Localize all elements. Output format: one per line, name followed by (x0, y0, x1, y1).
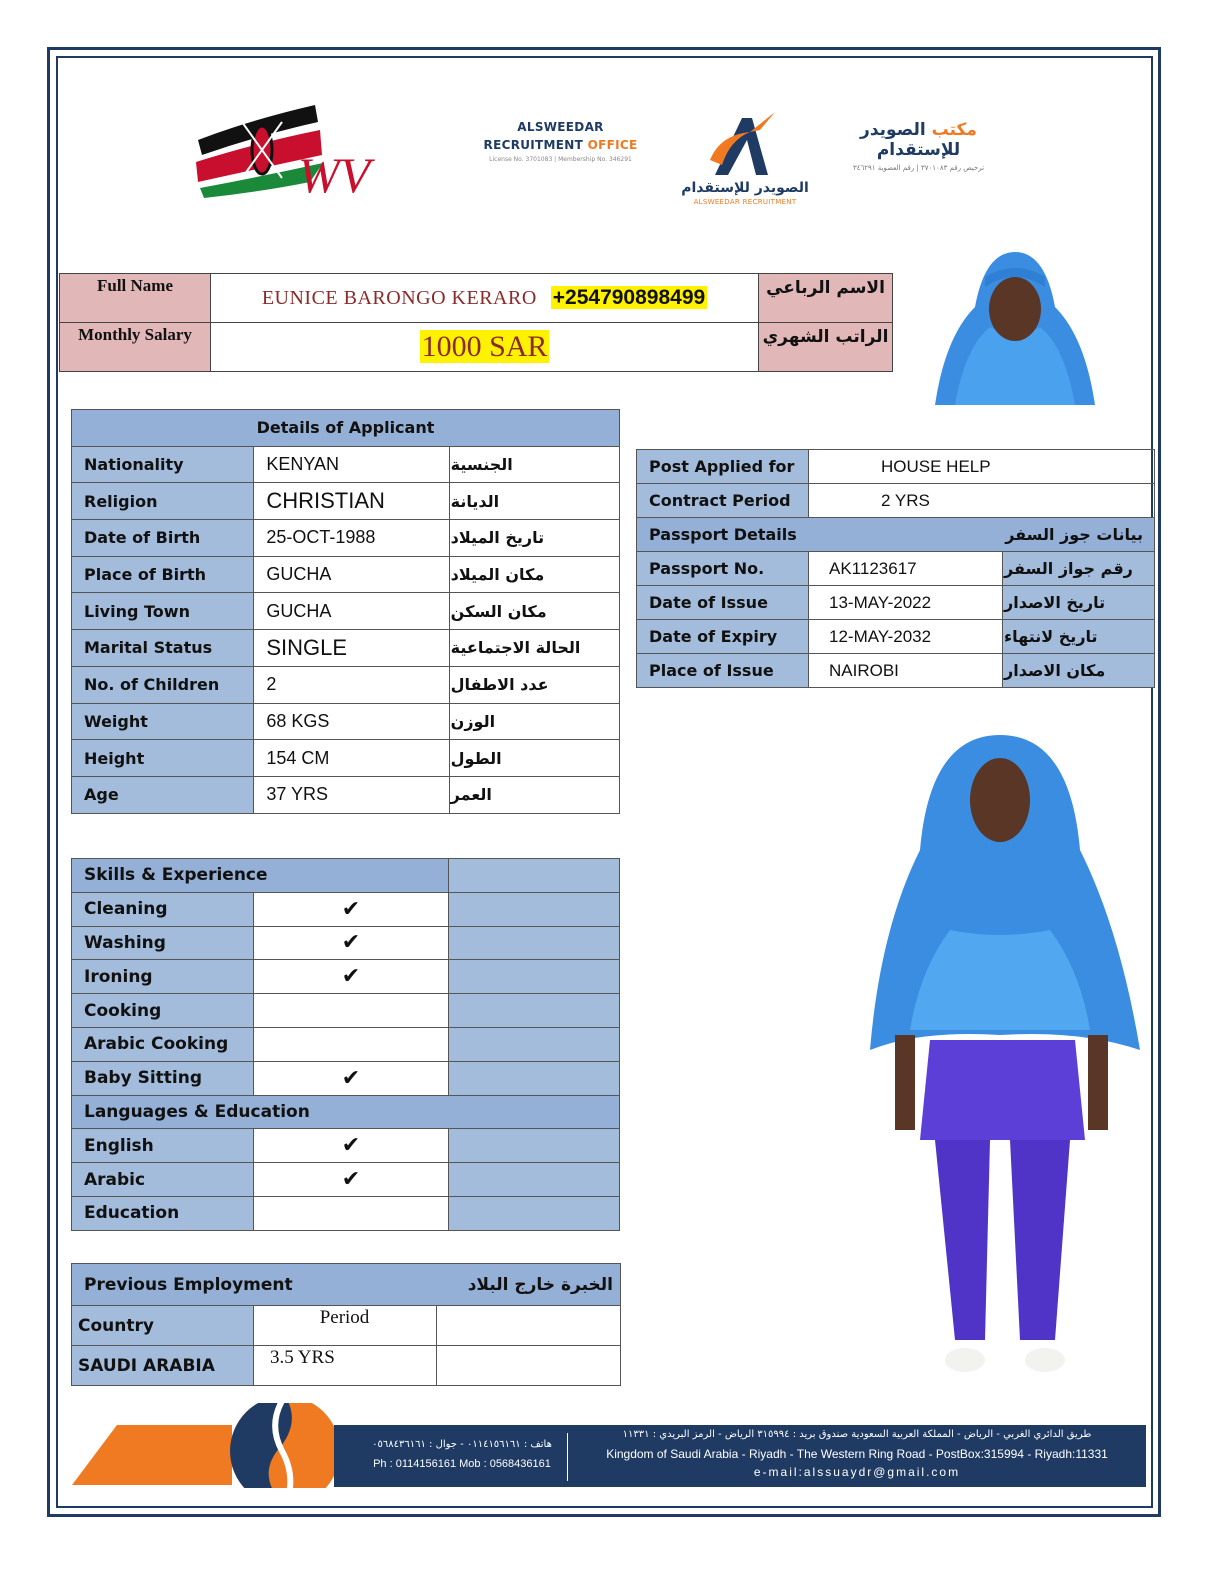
alsweedar-a-logo (680, 110, 810, 215)
skill-blank (449, 926, 620, 960)
salary-label-ar: الراتب الشهري (759, 323, 893, 372)
children-label: No. of Children (72, 666, 254, 703)
issue-place-label: Place of Issue (637, 654, 809, 688)
footer-email: e-mail:alssuaydr@gmail.com (753, 1465, 961, 1479)
skills-table (71, 858, 620, 1231)
table-row (72, 1196, 620, 1230)
skill-label: Washing (72, 926, 254, 960)
table-row (72, 446, 620, 483)
passport-no-label-ar: رقم جواز السفر (1003, 552, 1155, 586)
skill-check (254, 1027, 449, 1061)
a-logo-arabic: الصويدر للإستقدام (681, 180, 809, 196)
issue-place-value: NAIROBI (809, 654, 1003, 688)
full-name-value: EUNICE BARONGO KERARO (261, 287, 537, 309)
passport-section-title-ar: بيانات جوز السفر (1005, 525, 1143, 544)
expiry-date-label-ar: تاريخ لانتهاء (1003, 620, 1155, 654)
employment-title-ar: الخبرة خارج البلاد (467, 1274, 613, 1295)
issue-date-label: Date of Issue (637, 586, 809, 620)
footer-address: Kingdom of Saudi Arabia - Riyadh - The Western Ring Road - PostBox:315994 - Riyadh:11331 (606, 1447, 1108, 1461)
weight-label: Weight (72, 703, 254, 740)
footer-phone-ar: هاتف : ٠١١٤١٥٦١٦١ - جوال : ٠٥٦٨٤٣٦١٦١ (372, 1439, 552, 1450)
table-row (72, 630, 620, 667)
employment-blank (437, 1306, 621, 1346)
passport-section-title: Passport Details (649, 525, 797, 544)
language-label: English (72, 1129, 254, 1163)
office-logo-line1: ALSWEEDAR (517, 120, 604, 134)
table-row (72, 1061, 620, 1095)
name-salary-table (59, 273, 893, 372)
height-label-ar: الطول (449, 740, 619, 777)
nationality-label: Nationality (72, 446, 254, 483)
skill-label: Baby Sitting (72, 1061, 254, 1095)
salary-value: 1000 SAR (421, 330, 548, 363)
post-value: HOUSE HELP (809, 450, 1155, 484)
table-row (72, 926, 620, 960)
skill-check: ✔ (254, 892, 449, 926)
language-check: ✔ (254, 1129, 449, 1163)
weight-value: 68 KGS (254, 703, 449, 740)
footer-banner (72, 1403, 1147, 1488)
footer-divider (567, 1433, 568, 1481)
period-column-header: Period (254, 1306, 437, 1346)
passport-no-label: Passport No. (637, 552, 809, 586)
table-row (72, 556, 620, 593)
language-check (254, 1196, 449, 1230)
marital-status-label: Marital Status (72, 630, 254, 667)
employment-header (72, 1264, 621, 1306)
salary-cell (211, 323, 759, 372)
table-row (72, 1306, 621, 1346)
issue-date-label-ar: تاريخ الاصدار (1003, 586, 1155, 620)
skill-check: ✔ (254, 926, 449, 960)
skill-label: Arabic Cooking (72, 1027, 254, 1061)
contract-label: Contract Period (637, 484, 809, 518)
table-row (72, 1129, 620, 1163)
age-value: 37 YRS (254, 776, 449, 813)
arabic-office-name: مكتب الصويدر للإستقدام (860, 120, 977, 160)
agency-mark-text: WV (298, 147, 371, 203)
table-row (72, 593, 620, 630)
religion-label: Religion (72, 483, 254, 520)
previous-employment-table (71, 1263, 621, 1386)
skill-blank (449, 892, 620, 926)
post-label: Post Applied for (637, 450, 809, 484)
age-label: Age (72, 776, 254, 813)
birthplace-label-ar: مكان الميلاد (449, 556, 619, 593)
language-label: Education (72, 1196, 254, 1230)
employment-blank (437, 1346, 621, 1386)
living-town-label-ar: مكان السكن (449, 593, 619, 630)
full-name-cell (211, 274, 759, 323)
birthplace-value: GUCHA (254, 556, 449, 593)
marital-status-label-ar: الحالة الاجتماعية (449, 630, 619, 667)
phone-value: +254790898499 (552, 286, 706, 309)
alsweedar-office-logo (478, 118, 643, 178)
kenya-flag-logo (190, 100, 400, 210)
table-row (637, 654, 1155, 688)
religion-label-ar: الديانة (449, 483, 619, 520)
employment-country: SAUDI ARABIA (72, 1346, 254, 1386)
applicant-portrait-photo (915, 247, 1115, 405)
marital-status-value: SINGLE (254, 630, 449, 667)
table-row (72, 666, 620, 703)
table-row (637, 450, 1155, 484)
employment-period: 3.5 YRS (254, 1346, 437, 1386)
living-town-label: Living Town (72, 593, 254, 630)
dob-value: 25-OCT-1988 (254, 520, 449, 557)
children-value: 2 (254, 666, 449, 703)
religion-value: CHRISTIAN (254, 483, 449, 520)
full-name-label-ar: الاسم الرباعي (759, 274, 893, 323)
dob-label-ar: تاريخ الميلاد (449, 520, 619, 557)
table-row (72, 892, 620, 926)
full-name-label: Full Name (60, 274, 211, 323)
passport-no-value: AK1123617 (809, 552, 1003, 586)
dob-label: Date of Birth (72, 520, 254, 557)
table-row (72, 703, 620, 740)
office-logo-license: License No. 3701083 | Membership No. 346291 (489, 156, 632, 163)
nationality-label-ar: الجنسية (449, 446, 619, 483)
details-title: Details of Applicant (72, 410, 620, 447)
skill-blank (449, 1061, 620, 1095)
children-label-ar: عدد الاطفال (449, 666, 619, 703)
expiry-date-value: 12-MAY-2032 (809, 620, 1003, 654)
skill-blank (449, 960, 620, 994)
table-row (637, 586, 1155, 620)
birthplace-label: Place of Birth (72, 556, 254, 593)
country-column-header: Country (72, 1306, 254, 1346)
living-town-value: GUCHA (254, 593, 449, 630)
language-check: ✔ (254, 1163, 449, 1197)
languages-title: Languages & Education (72, 1095, 620, 1129)
language-blank (449, 1163, 620, 1197)
skill-check: ✔ (254, 960, 449, 994)
table-row (72, 1163, 620, 1197)
footer-phone: Ph : 0114156161 Mob : 0568436161 (373, 1458, 551, 1470)
weight-label-ar: الوزن (449, 703, 619, 740)
contract-value: 2 YRS (809, 484, 1155, 518)
table-row (72, 994, 620, 1028)
skill-label: Cleaning (72, 892, 254, 926)
skill-label: Ironing (72, 960, 254, 994)
age-label-ar: العمر (449, 776, 619, 813)
language-blank (449, 1196, 620, 1230)
footer-address-ar: طريق الدائري الغربي - الرياض - المملكة العربية السعودية صندوق بريد : ٣١٥٩٩٤ الرياض - الرمز البريدي : ١١٣٣١ (622, 1429, 1092, 1440)
table-row (637, 518, 1155, 552)
height-value: 154 CM (254, 740, 449, 777)
table-row (72, 960, 620, 994)
table-row (637, 552, 1155, 586)
table-row (72, 483, 620, 520)
applicant-full-body-photo (860, 730, 1145, 1390)
nationality-value: KENYAN (254, 446, 449, 483)
table-row (637, 620, 1155, 654)
table-row (72, 776, 620, 813)
skills-header-blank (449, 859, 620, 893)
table-row (637, 484, 1155, 518)
expiry-date-label: Date of Expiry (637, 620, 809, 654)
skill-label: Cooking (72, 994, 254, 1028)
salary-label: Monthly Salary (60, 323, 211, 372)
employment-title: Previous Employment (84, 1274, 293, 1295)
passport-table (636, 449, 1155, 688)
table-row (72, 520, 620, 557)
arabic-office-license: ترخيص رقم ٣٧٠١٠٨٣ | رقم العضوية ٣٤٦٢٩١ (852, 164, 985, 172)
skill-blank (449, 994, 620, 1028)
language-blank (449, 1129, 620, 1163)
skills-title: Skills & Experience (72, 859, 449, 893)
passport-section-header (637, 518, 1155, 552)
table-row (72, 740, 620, 777)
skill-blank (449, 1027, 620, 1061)
skill-check (254, 994, 449, 1028)
table-row (72, 1346, 621, 1386)
skill-check: ✔ (254, 1061, 449, 1095)
language-label: Arabic (72, 1163, 254, 1197)
arabic-office-logo (826, 120, 1011, 170)
height-label: Height (72, 740, 254, 777)
table-row (72, 1027, 620, 1061)
issue-date-value: 13-MAY-2022 (809, 586, 1003, 620)
issue-place-label-ar: مكان الاصدار (1003, 654, 1155, 688)
applicant-details-table (71, 409, 620, 814)
office-logo-line2: RECRUITMENT OFFICE (483, 138, 638, 152)
a-logo-english: ALSWEEDAR RECRUITMENT (693, 198, 797, 206)
